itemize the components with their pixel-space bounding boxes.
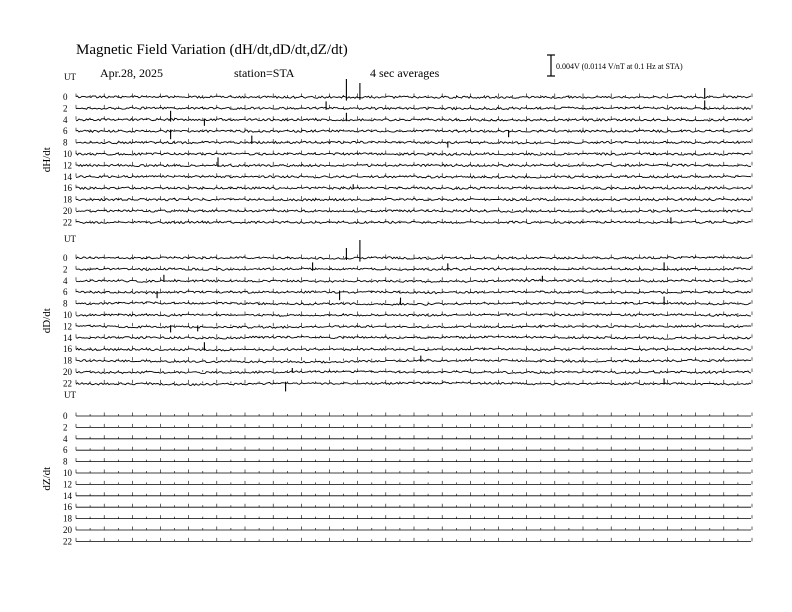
hour-tick-label: 14 xyxy=(63,332,72,343)
hour-tick-label: 8 xyxy=(63,456,68,467)
hour-tick-label: 2 xyxy=(63,422,68,433)
hour-tick-label: 0 xyxy=(63,92,68,102)
panel-ylabel: dH/dt xyxy=(41,147,53,173)
chart-station: station=STA xyxy=(234,66,295,80)
trace-line xyxy=(76,302,751,305)
hour-tick-label: 20 xyxy=(63,367,72,377)
panel-ylabel: dZ/dt xyxy=(41,466,53,491)
trace-line xyxy=(76,256,751,259)
trace-line xyxy=(76,118,751,121)
trace-line xyxy=(76,153,751,156)
trace-line xyxy=(76,130,751,132)
trace-line xyxy=(76,314,751,317)
hour-tick-label: 4 xyxy=(63,433,68,444)
trace-line xyxy=(76,371,751,374)
hour-tick-label: 16 xyxy=(63,183,72,194)
hour-tick-label: 16 xyxy=(63,502,72,513)
hour-tick-label: 14 xyxy=(63,490,72,501)
hour-tick-label: 12 xyxy=(63,479,72,490)
trace-line xyxy=(76,141,751,144)
trace-line xyxy=(76,107,751,110)
panel-ylabel: dD/dt xyxy=(41,308,53,334)
hour-tick-label: 10 xyxy=(63,468,72,478)
hour-tick-label: 2 xyxy=(63,264,68,275)
trace-line xyxy=(76,221,751,223)
trace-line xyxy=(76,96,751,99)
hour-tick-label: 8 xyxy=(63,298,68,309)
chart-title: Magnetic Field Variation (dH/dt,dD/dt,dZ/dt) xyxy=(76,42,348,58)
hour-tick-label: 16 xyxy=(63,344,72,355)
hour-tick-label: 0 xyxy=(63,253,68,263)
trace-line xyxy=(76,336,751,339)
trace-line xyxy=(76,291,751,294)
hour-tick-label: 12 xyxy=(63,160,72,171)
hour-tick-label: 20 xyxy=(63,206,72,216)
trace-line xyxy=(76,268,751,271)
ut-label: UT xyxy=(64,234,76,244)
hour-tick-label: 22 xyxy=(63,378,72,389)
hour-tick-label: 6 xyxy=(63,126,68,137)
trace-line xyxy=(76,175,751,178)
hour-tick-label: 22 xyxy=(63,536,72,547)
hour-tick-label: 14 xyxy=(63,171,72,182)
hour-tick-label: 4 xyxy=(63,114,68,125)
hour-tick-label: 6 xyxy=(63,445,68,456)
trace-line xyxy=(76,325,751,328)
ut-label: UT xyxy=(64,390,76,400)
hour-tick-label: 22 xyxy=(63,217,72,228)
hour-tick-label: 20 xyxy=(63,525,72,535)
trace-line xyxy=(76,348,751,351)
trace-line xyxy=(76,198,751,201)
hour-tick-label: 4 xyxy=(63,275,68,286)
trace-line xyxy=(76,359,751,363)
hour-tick-label: 10 xyxy=(63,149,72,159)
trace-line xyxy=(76,164,751,167)
scale-bar xyxy=(547,55,683,76)
chart-date: Apr.28, 2025 xyxy=(100,66,163,80)
hour-tick-label: 6 xyxy=(63,287,68,298)
hour-tick-label: 0 xyxy=(63,411,68,421)
ut-label: UT xyxy=(64,72,76,82)
hour-tick-label: 18 xyxy=(63,355,72,366)
trace-line xyxy=(76,280,751,283)
hour-tick-label: 2 xyxy=(63,103,68,114)
hour-tick-label: 18 xyxy=(63,194,72,205)
trace-line xyxy=(76,382,751,386)
hour-tick-label: 12 xyxy=(63,321,72,332)
chart-averaging: 4 sec averages xyxy=(370,66,440,80)
hour-tick-label: 10 xyxy=(63,310,72,320)
trace-line xyxy=(76,210,751,212)
hour-tick-label: 8 xyxy=(63,137,68,148)
scale-bar-label: 0.004V (0.0114 V/nT at 0.1 Hz at STA) xyxy=(556,62,683,71)
trace-line xyxy=(76,187,751,189)
hour-tick-label: 18 xyxy=(63,513,72,524)
